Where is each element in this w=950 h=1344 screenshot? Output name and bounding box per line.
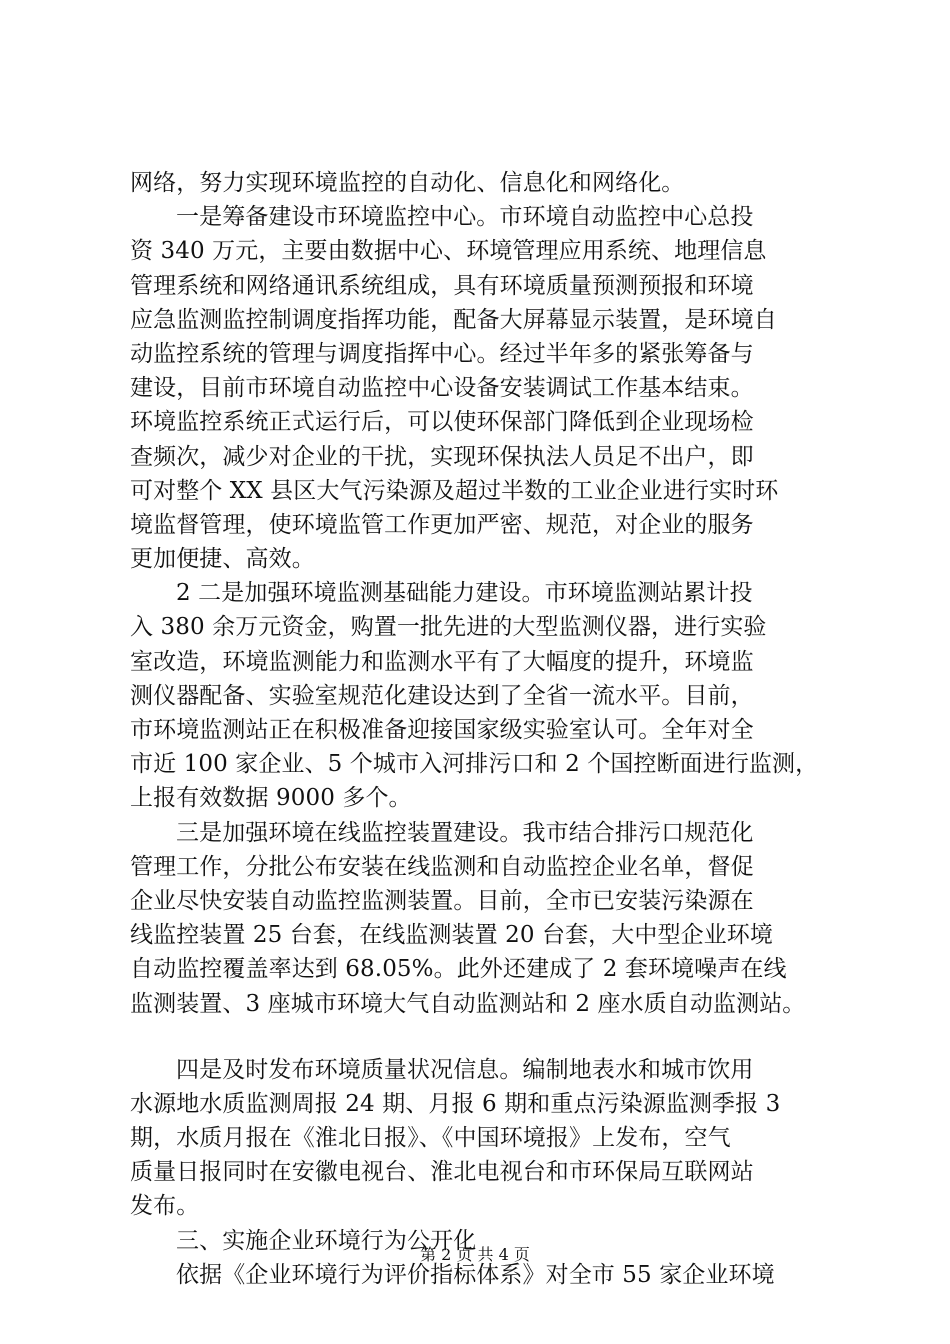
- text-line: 动监控系统的管理与调度指挥中心。经过半年多的紧张筹备与: [130, 340, 754, 367]
- text-line: 测仪器配备、实验室规范化建设达到了全省一流水平。目前，: [130, 682, 754, 709]
- text-line: 发布。: [130, 1193, 200, 1220]
- paragraph-first-line: 2 二是加强环境监测基础能力建设。市环境监测站累计投: [176, 580, 753, 607]
- text-line: 应急监测监控制调度指挥功能，配备大屏幕显示装置，是环境自: [130, 306, 777, 333]
- text-line: 资 340 万元，主要由数据中心、环境管理应用系统、地理信息: [130, 238, 767, 265]
- page-number-footer: 第 2 页 共 4 页: [420, 1245, 530, 1264]
- paragraph-first-line: 四是及时发布环境质量状况信息。编制地表水和城市饮用: [176, 1056, 754, 1083]
- text-line: 建设，目前市环境自动监控中心设备安装调试工作基本结束。: [130, 375, 754, 402]
- paragraph-first-line: 一是筹备建设市环境监控中心。市环境自动监控中心总投: [176, 204, 754, 231]
- text-line: 自动监控覆盖率达到 68.05%。此外还建成了 2 套环境噪声在线: [130, 956, 787, 983]
- text-line: 可对整个 XX 县区大气污染源及超过半数的工业企业进行实时环: [130, 477, 779, 504]
- text-line: 环境监控系统正式运行后，可以使环保部门降低到企业现场检: [130, 409, 754, 436]
- section-heading: 三、实施企业环境行为公开化: [176, 1227, 477, 1254]
- text-line: 查频次，减少对企业的干扰，实现环保执法人员足不出户，即: [130, 443, 754, 470]
- text-line: 室改造，环境监测能力和监测水平有了大幅度的提升，环境监: [130, 648, 754, 675]
- text-line: 管理系统和网络通讯系统组成，具有环境质量预测预报和环境: [130, 272, 754, 299]
- document-body: [130, 166, 850, 1292]
- text-line: 市环境监测站正在积极准备迎接国家级实验室认可。全年对全: [130, 717, 754, 743]
- text-line: 市近 100 家企业、5 个城市入河排污口和 2 个国控断面进行监测，: [130, 751, 819, 778]
- text-line: 网络，努力实现环境监控的自动化、信息化和网络化。: [130, 170, 685, 196]
- text-line: 水源地水质监测周报 24 期、月报 6 期和重点污染源监测季报 3: [130, 1090, 781, 1117]
- text-line: 质量日报同时在安徽电视台、淮北电视台和市环保局互联网站: [130, 1159, 754, 1186]
- paragraph-first-line: 三是加强环境在线监控装置建设。我市结合排污口规范化: [176, 819, 754, 846]
- text-line: 上报有效数据 9000 多个。: [130, 785, 412, 812]
- text-line: 期，水质月报在《淮北日报》、《中国环境报》上发布，空气: [130, 1125, 731, 1152]
- text-line: 入 380 余万元资金，购置一批先进的大型监测仪器，进行实验: [130, 614, 767, 641]
- text-line: 线监控装置 25 台套，在线监测装置 20 台套，大中型企业环境: [130, 922, 773, 949]
- text-line: 监测装置、3 座城市环境大气自动监测站和 2 座水质自动监测站。: [130, 990, 806, 1017]
- text-line: 境监督管理，使环境监管工作更加严密、规范，对企业的服务: [130, 511, 754, 538]
- paragraph-spacer: [130, 1021, 850, 1053]
- text-line: 管理工作，分批公布安装在线监测和自动监控企业名单，督促: [130, 853, 754, 880]
- text-line: 更加便捷、高效。: [130, 546, 315, 573]
- paragraph-first-line: 依据《企业环境行为评价指标体系》对全市 55 家企业环境: [176, 1261, 775, 1288]
- text-line: 企业尽快安装自动监控监测装置。目前，全市已安装污染源在: [130, 887, 754, 914]
